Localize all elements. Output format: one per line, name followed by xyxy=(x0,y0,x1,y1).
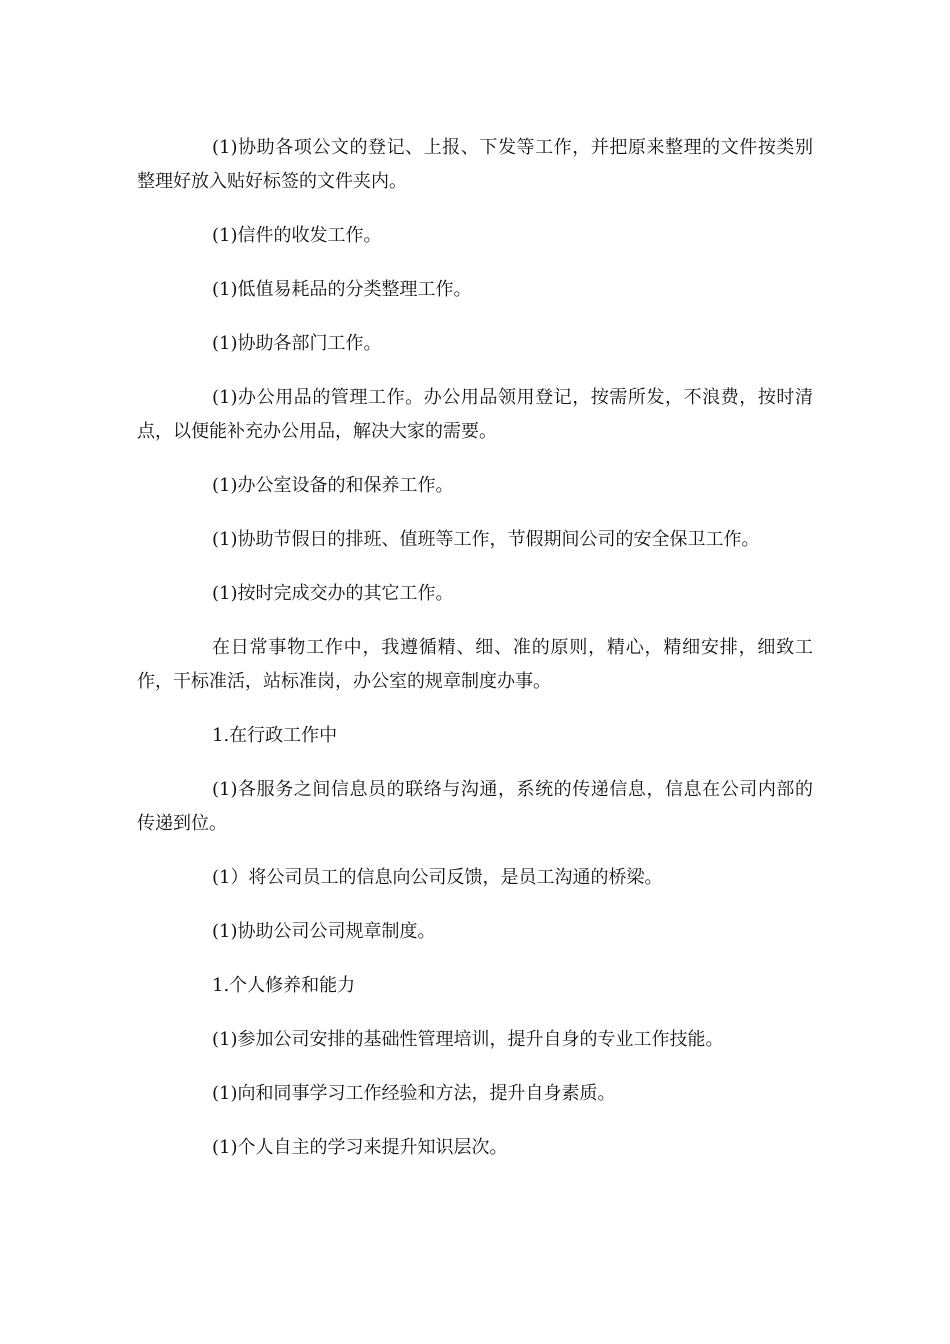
paragraph-15: (1)参加公司安排的基础性管理培训，提升自身的专业工作技能。 xyxy=(212,1029,724,1050)
paragraph-6: (1)办公室设备的和保养工作。 xyxy=(212,475,454,496)
paragraph-2: (1)信件的收发工作。 xyxy=(212,225,382,246)
paragraph-11: (1)各服务之间信息员的联络与沟通，系统的传递信息，信息在公司内部的传递到位。 xyxy=(137,779,813,834)
paragraph-8: (1)按时完成交办的其它工作。 xyxy=(212,583,454,604)
paragraph-7: (1)协助节假日的排班、值班等工作，节假期间公司的安全保卫工作。 xyxy=(212,529,760,550)
document-body xyxy=(137,131,813,1185)
paragraph-17: (1)个人自主的学习来提升知识层次。 xyxy=(212,1137,508,1158)
section-heading-admin-work: 1.在行政工作中 xyxy=(212,725,338,746)
paragraph-13: (1)协助公司公司规章制度。 xyxy=(212,921,436,942)
section-heading-personal-ability: 1.个人修养和能力 xyxy=(212,975,356,996)
paragraph-16: (1)向和同事学习工作经验和方法，提升自身素质。 xyxy=(212,1083,616,1104)
paragraph-9: 在日常事物工作中，我遵循精、细、准的原则，精心，精细安排，细致工作，干标准活，站标准岗，办公室的规章制度办事。 xyxy=(137,637,813,692)
paragraph-12: (1）将公司员工的信息向公司反馈，是员工沟通的桥梁。 xyxy=(212,867,663,888)
paragraph-5: (1)办公用品的管理工作。办公用品领用登记，按需所发，不浪费，按时清点，以便能补充办公用品，解决大家的需要。 xyxy=(137,387,813,442)
paragraph-4: (1)协助各部门工作。 xyxy=(212,333,382,354)
paragraph-3: (1)低值易耗品的分类整理工作。 xyxy=(212,279,472,300)
paragraph-1: (1)协助各项公文的登记、上报、下发等工作，并把原来整理的文件按类别整理好放入贴好标签的文件夹内。 xyxy=(137,137,813,192)
